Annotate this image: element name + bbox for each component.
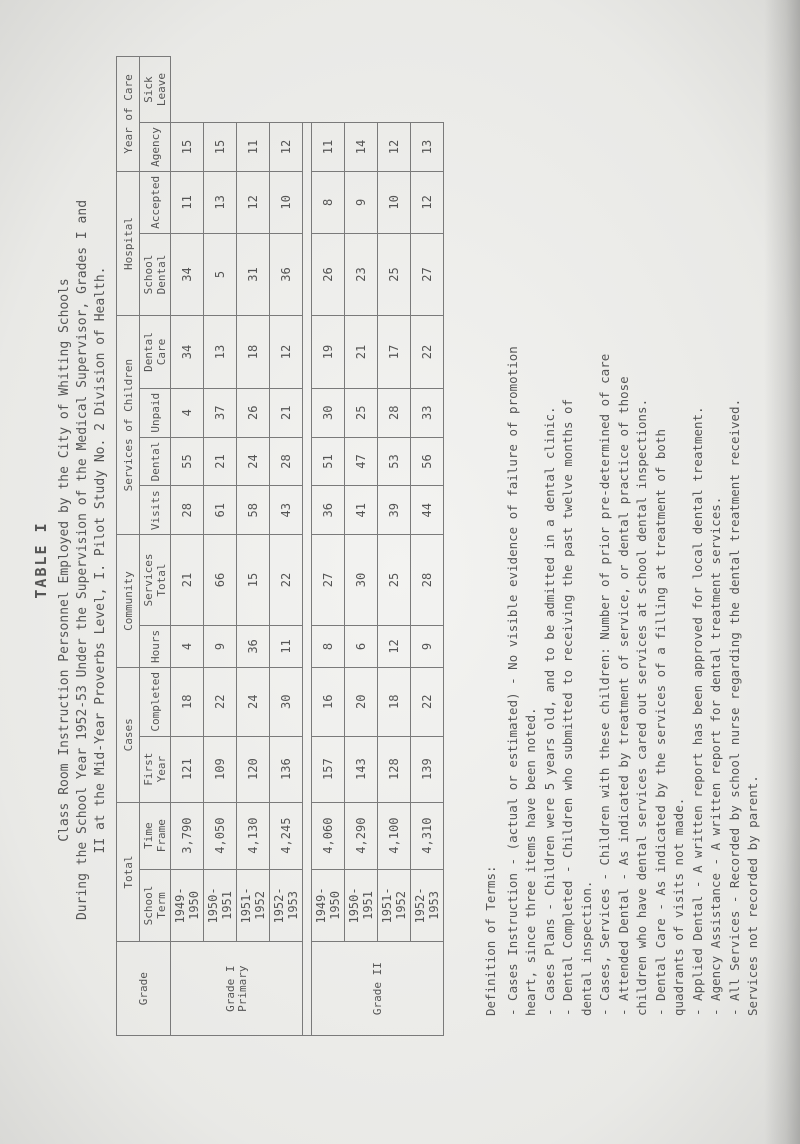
- table-body: [171, 57, 444, 1036]
- table-cell: 12: [270, 123, 303, 172]
- table-cell: 1952-1953: [411, 869, 444, 942]
- caption-line: II at the Mid-Year Proverbs Level, I. Pilot Study No. 2 Division of Health.: [93, 266, 108, 854]
- document-title: TABLE I: [32, 521, 50, 599]
- header-sick-leave: Sick Leave: [140, 57, 171, 123]
- table-cell: 16: [312, 668, 345, 737]
- header-year-of-care: Year of Care: [117, 57, 140, 172]
- note-line: - All Services - Recorded by school nurse regarding the dental treatment received.: [726, 398, 742, 1016]
- table-cell: 10: [270, 171, 303, 233]
- table-cell: 44: [411, 486, 444, 535]
- table-row: [204, 57, 237, 1036]
- note-line: quadrants of visits not made.: [671, 797, 686, 1016]
- table-cell: 13: [411, 123, 444, 172]
- note-line: children who have dental services cared out services at school dental inspections.: [634, 398, 649, 1016]
- table-cell: 58: [237, 486, 270, 535]
- table-cell: 36: [270, 233, 303, 315]
- header-cases: Cases: [117, 668, 140, 803]
- table-cell: 34: [171, 233, 204, 315]
- table-cell: 9: [204, 625, 237, 667]
- note-line: heart, since three items have been noted.: [523, 707, 538, 1016]
- table-cell: 4,050: [204, 802, 237, 869]
- table-cell: 4,245: [270, 802, 303, 869]
- table-cell: 26: [237, 388, 270, 437]
- table-cell: 55: [171, 437, 204, 486]
- grade-label: Grade I Primary: [171, 942, 303, 1036]
- table-cell: 12: [378, 123, 411, 172]
- header-visits: Visits: [140, 486, 171, 535]
- table-cell: 36: [237, 625, 270, 667]
- table-cell: 157: [312, 736, 345, 802]
- header-hospital: Hospital: [117, 171, 140, 315]
- table-cell: 36: [312, 486, 345, 535]
- note-line: - Cases Instruction - (actual or estimated) - No visible evidence of failure of promotion: [504, 346, 520, 1016]
- table-cell: 24: [237, 437, 270, 486]
- table-cell: 4: [171, 625, 204, 667]
- note-line: - Agency Assistance - A written report for dental treatment services.: [708, 496, 723, 1016]
- caption-line: Class Room Instruction Personnel Employed by the City of Whiting Schools: [57, 278, 72, 842]
- header-first-year: First Year: [140, 736, 171, 802]
- table-cell: 25: [345, 388, 378, 437]
- table-cell: 1952-1953: [270, 869, 303, 942]
- header-time-frame: Time Frame: [140, 802, 171, 869]
- table-cell: 4,290: [345, 802, 378, 869]
- table-cell: 139: [411, 736, 444, 802]
- table-cell: 136: [270, 736, 303, 802]
- table-cell: 1949-1950: [312, 869, 345, 942]
- table-cell: 120: [237, 736, 270, 802]
- header-services: Services of Children: [117, 316, 140, 535]
- table-cell: 11: [312, 123, 345, 172]
- grade-label: Grade II: [312, 942, 444, 1036]
- table-cell: 25: [378, 535, 411, 626]
- table-cell: 4: [171, 388, 204, 437]
- table-row: [345, 57, 378, 1036]
- table-cell: 14: [345, 123, 378, 172]
- table-cell: 28: [378, 388, 411, 437]
- header-grade: Grade: [117, 942, 171, 1036]
- table-row: [270, 57, 303, 1036]
- table-cell: 6: [345, 625, 378, 667]
- header-dental: Dental: [140, 437, 171, 486]
- table-cell: 20: [345, 668, 378, 737]
- table-cell: 66: [204, 535, 237, 626]
- note-line: - Dental Care - As indicated by the services of a filling at treatment of both: [652, 429, 668, 1016]
- table-cell: 22: [270, 535, 303, 626]
- table-cell: 1950-1951: [204, 869, 237, 942]
- table-cell: 33: [411, 388, 444, 437]
- note-line: Services not recorded by parent.: [745, 775, 760, 1016]
- table-cell: 121: [171, 736, 204, 802]
- group-spacer: [303, 57, 312, 1036]
- table-cell: 18: [171, 668, 204, 737]
- table-cell: 8: [312, 625, 345, 667]
- table-cell: 37: [204, 388, 237, 437]
- header-community: Community: [117, 535, 140, 668]
- table-cell: 22: [204, 668, 237, 737]
- table-cell: 21: [345, 316, 378, 389]
- table-cell: 30: [312, 388, 345, 437]
- table-row: [171, 57, 204, 1036]
- header-completed: Completed: [140, 668, 171, 737]
- table-cell: 9: [345, 171, 378, 233]
- table-cell: 12: [237, 171, 270, 233]
- header-services-total: Services Total: [140, 535, 171, 626]
- table-cell: 11: [171, 171, 204, 233]
- table-cell: 34: [171, 316, 204, 389]
- table-cell: 21: [171, 535, 204, 626]
- table-cell: 28: [270, 437, 303, 486]
- table-row: [378, 57, 411, 1036]
- table-cell: 18: [237, 316, 270, 389]
- table-cell: 39: [378, 486, 411, 535]
- header-row-2: [140, 57, 171, 1036]
- table-cell: 9: [411, 625, 444, 667]
- table-cell: 31: [237, 233, 270, 315]
- notes-heading: Definition of Terms:: [483, 865, 498, 1016]
- table-cell: 47: [345, 437, 378, 486]
- caption-line: During the School Year 1952-53 Under the Supervision of the Medical Supervisor, Grades I and: [75, 199, 90, 921]
- note-line: - Attended Dental - As indicated by treatment of service, or dental practice of those: [615, 376, 631, 1016]
- table-cell: 61: [204, 486, 237, 535]
- table-cell: 4,130: [237, 802, 270, 869]
- table-cell: 22: [411, 668, 444, 737]
- table-cell: 12: [411, 171, 444, 233]
- table-cell: 3,790: [171, 802, 204, 869]
- table-cell: 56: [411, 437, 444, 486]
- table-cell: 22: [411, 316, 444, 389]
- table-cell: 17: [378, 316, 411, 389]
- table-cell: 30: [345, 535, 378, 626]
- table-cell: 5: [204, 233, 237, 315]
- table-row: [411, 57, 444, 1036]
- table-cell: 4,310: [411, 802, 444, 869]
- header-accepted: Accepted: [140, 171, 171, 233]
- spacer-cell: [303, 123, 312, 1036]
- definitions-notes: [482, 116, 763, 1016]
- table-cell: 1949-1950: [171, 869, 204, 942]
- table-row: [312, 57, 345, 1036]
- table-cell: 21: [270, 388, 303, 437]
- table-cell: 26: [312, 233, 345, 315]
- table-caption: [56, 150, 110, 970]
- table-cell: 1951-1952: [237, 869, 270, 942]
- note-line: - Dental Completed - Children who submitted to receiving the past twelve months of: [560, 398, 575, 1016]
- header-school-dental: School Dental: [140, 233, 171, 315]
- table-cell: 8: [312, 171, 345, 233]
- table-cell: 27: [312, 535, 345, 626]
- header-total: Total: [117, 802, 140, 942]
- table-cell: 1950-1951: [345, 869, 378, 942]
- note-line: - Cases, Services - Children with these children: Number of prior pre-determined of care: [597, 353, 612, 1016]
- note-line: dental inspection.: [578, 880, 594, 1016]
- table-cell: 15: [237, 535, 270, 626]
- table-cell: 24: [237, 668, 270, 737]
- table-cell: 25: [378, 233, 411, 315]
- table-cell: 30: [270, 668, 303, 737]
- table-cell: 27: [411, 233, 444, 315]
- table-cell: 21: [204, 437, 237, 486]
- table-cell: 4,060: [312, 802, 345, 869]
- data-table: [116, 56, 444, 1036]
- header-hours: Hours: [140, 625, 171, 667]
- table-cell: 41: [345, 486, 378, 535]
- rotated-document: [4, 0, 780, 1120]
- table-cell: 23: [345, 233, 378, 315]
- table-cell: 12: [270, 316, 303, 389]
- header-row-1: [117, 57, 140, 1036]
- header-unpaid: Unpaid: [140, 388, 171, 437]
- table-cell: 13: [204, 316, 237, 389]
- table-cell: 15: [171, 123, 204, 172]
- table-cell: 143: [345, 736, 378, 802]
- table-cell: 51: [312, 437, 345, 486]
- header-agency: Agency: [140, 123, 171, 172]
- note-line: - Applied Dental - A written report has been approved for local dental treatment.: [689, 406, 705, 1016]
- table-cell: 28: [171, 486, 204, 535]
- table-row: [237, 57, 270, 1036]
- table-cell: 15: [204, 123, 237, 172]
- table-cell: 19: [312, 316, 345, 389]
- header-dental-care: Dental Care: [140, 316, 171, 389]
- note-line: - Cases Plans - Children were 5 years old, and to be admitted in a dental clinic.: [541, 406, 557, 1016]
- notes-lines: [504, 116, 763, 1016]
- header-school-term: School Term: [140, 869, 171, 942]
- table-cell: 10: [378, 171, 411, 233]
- table-cell: 13: [204, 171, 237, 233]
- table-cell: 43: [270, 486, 303, 535]
- table-cell: 11: [237, 123, 270, 172]
- table-cell: 18: [378, 668, 411, 737]
- table-cell: 109: [204, 736, 237, 802]
- table-cell: 11: [270, 625, 303, 667]
- table-cell: 1951-1952: [378, 869, 411, 942]
- table-cell: 53: [378, 437, 411, 486]
- table-cell: 128: [378, 736, 411, 802]
- table-cell: 28: [411, 535, 444, 626]
- table-cell: 4,100: [378, 802, 411, 869]
- table-cell: 12: [378, 625, 411, 667]
